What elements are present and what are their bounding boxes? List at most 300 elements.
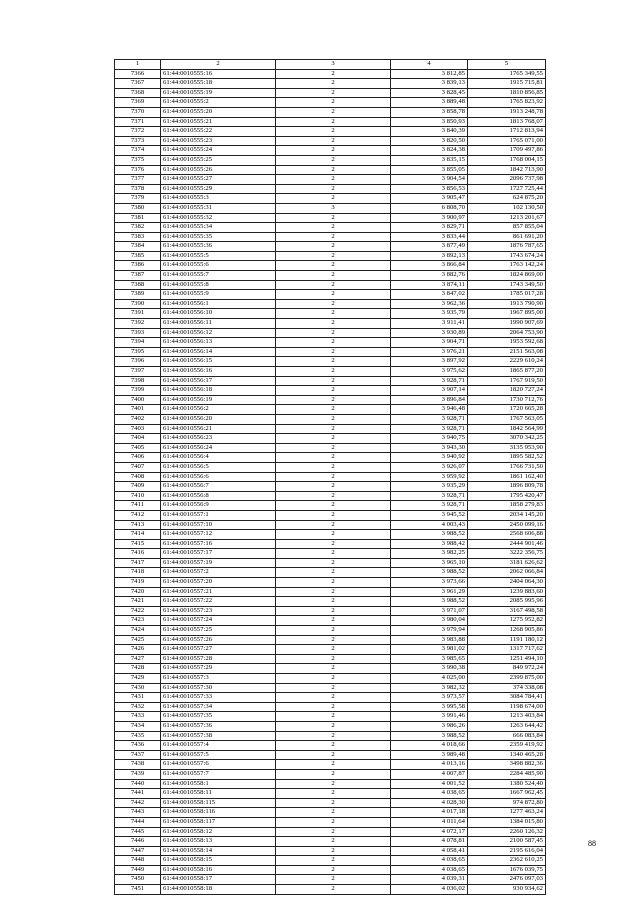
- count-cell: 2: [276, 558, 391, 568]
- value-cell: 1990 907,69: [468, 319, 546, 329]
- cadastral-number-cell: 61:44:0010555:25: [161, 155, 276, 165]
- table-row: [115, 568, 546, 578]
- table-row: [115, 693, 546, 703]
- row-number-cell: 7392: [115, 319, 161, 329]
- count-cell: 2: [276, 453, 391, 463]
- value-cell: 1765 823,92: [468, 98, 546, 108]
- value-cell: 3070 342,25: [468, 434, 546, 444]
- cadastral-number-cell: 61:44:0010556:18: [161, 386, 276, 396]
- count-cell: 2: [276, 414, 391, 424]
- cadastral-number-cell: 61:44:0010556:19: [161, 395, 276, 405]
- table-row: [115, 203, 546, 213]
- area-cell: 3 943,30: [391, 443, 468, 453]
- row-number-cell: 7380: [115, 203, 161, 213]
- table-row: [115, 731, 546, 741]
- table-row: [115, 856, 546, 866]
- area-cell: 3 926,07: [391, 462, 468, 472]
- area-cell: 3 904,71: [391, 338, 468, 348]
- cadastral-number-cell: 61:44:0010557:23: [161, 606, 276, 616]
- value-cell: 624 875,20: [468, 194, 546, 204]
- table-row: [115, 760, 546, 770]
- area-cell: 3 988,52: [391, 731, 468, 741]
- area-cell: 3 900,97: [391, 213, 468, 223]
- table-row: [115, 741, 546, 751]
- table-row: [115, 491, 546, 501]
- value-cell: 2404 064,30: [468, 578, 546, 588]
- area-cell: 3 907,14: [391, 386, 468, 396]
- area-cell: 3 896,84: [391, 395, 468, 405]
- value-cell: 1842 713,90: [468, 165, 546, 175]
- area-cell: 3 928,71: [391, 424, 468, 434]
- table-row: [115, 69, 546, 79]
- area-cell: 3 973,57: [391, 693, 468, 703]
- row-number-cell: 7418: [115, 568, 161, 578]
- table-row: [115, 261, 546, 271]
- count-cell: 2: [276, 645, 391, 655]
- row-number-cell: 7374: [115, 146, 161, 156]
- value-cell: 1213 403,84: [468, 712, 546, 722]
- area-cell: 3 985,65: [391, 654, 468, 664]
- area-cell: 3 986,26: [391, 721, 468, 731]
- count-cell: 2: [276, 309, 391, 319]
- cadastral-number-cell: 61:44:0010556:20: [161, 414, 276, 424]
- row-number-cell: 7396: [115, 357, 161, 367]
- value-cell: 2399 875,00: [468, 674, 546, 684]
- cadastral-number-cell: 61:44:0010556:13: [161, 338, 276, 348]
- row-number-cell: 7426: [115, 645, 161, 655]
- table-row: [115, 414, 546, 424]
- area-cell: 3 928,71: [391, 414, 468, 424]
- value-cell: 2085 995,96: [468, 597, 546, 607]
- cadastral-number-cell: 61:44:0010555:26: [161, 165, 276, 175]
- count-cell: 2: [276, 683, 391, 693]
- count-cell: 2: [276, 827, 391, 837]
- area-cell: 3 990,38: [391, 664, 468, 674]
- count-cell: 2: [276, 223, 391, 233]
- value-cell: 2100 587,45: [468, 837, 546, 847]
- table-row: [115, 280, 546, 290]
- area-cell: 4 025,00: [391, 674, 468, 684]
- count-cell: 2: [276, 261, 391, 271]
- count-cell: 2: [276, 376, 391, 386]
- area-cell: 3 877,49: [391, 242, 468, 252]
- area-cell: 6 808,70: [391, 203, 468, 213]
- cadastral-number-cell: 61:44:0010557:29: [161, 664, 276, 674]
- row-number-cell: 7424: [115, 626, 161, 636]
- count-cell: 2: [276, 491, 391, 501]
- area-cell: 4 072,17: [391, 827, 468, 837]
- value-cell: 1251 494,10: [468, 654, 546, 664]
- cadastral-number-cell: 61:44:0010556:1: [161, 299, 276, 309]
- row-number-cell: 7447: [115, 846, 161, 856]
- count-cell: 2: [276, 482, 391, 492]
- value-cell: 1676 039,75: [468, 865, 546, 875]
- table-row: [115, 510, 546, 520]
- table-row: [115, 645, 546, 655]
- table-row: [115, 808, 546, 818]
- value-cell: 2568 606,88: [468, 530, 546, 540]
- value-cell: 849 972,24: [468, 664, 546, 674]
- table-row: [115, 482, 546, 492]
- count-cell: 2: [276, 654, 391, 664]
- table-row: [115, 817, 546, 827]
- area-cell: 3 835,15: [391, 155, 468, 165]
- area-cell: 3 839,13: [391, 79, 468, 89]
- value-cell: 2064 753,90: [468, 328, 546, 338]
- count-cell: 2: [276, 251, 391, 261]
- cadastral-number-cell: 61:44:0010555:8: [161, 280, 276, 290]
- cadastral-number-cell: 61:44:0010555:18: [161, 79, 276, 89]
- cadastral-number-cell: 61:44:0010557:20: [161, 578, 276, 588]
- count-cell: 2: [276, 98, 391, 108]
- value-cell: 1795 420,47: [468, 491, 546, 501]
- area-cell: 3 988,52: [391, 597, 468, 607]
- count-cell: 2: [276, 760, 391, 770]
- count-cell: 2: [276, 395, 391, 405]
- cadastral-number-cell: 61:44:0010555:31: [161, 203, 276, 213]
- value-cell: 2359 419,92: [468, 741, 546, 751]
- value-cell: 2151 563,08: [468, 347, 546, 357]
- table-row: [115, 395, 546, 405]
- header-cell-3: 3: [276, 60, 391, 70]
- table-row: [115, 501, 546, 511]
- count-cell: 2: [276, 165, 391, 175]
- row-number-cell: 7427: [115, 654, 161, 664]
- value-cell: 1865 877,20: [468, 367, 546, 377]
- area-cell: 3 961,29: [391, 587, 468, 597]
- count-cell: 2: [276, 184, 391, 194]
- count-cell: 2: [276, 242, 391, 252]
- value-cell: 1813 768,07: [468, 117, 546, 127]
- row-number-cell: 7393: [115, 328, 161, 338]
- cadastral-number-cell: 61:44:0010558:15: [161, 856, 276, 866]
- table-row: [115, 117, 546, 127]
- table-row: [115, 626, 546, 636]
- row-number-cell: 7395: [115, 347, 161, 357]
- table-row: [115, 165, 546, 175]
- count-cell: 2: [276, 750, 391, 760]
- row-number-cell: 7412: [115, 510, 161, 520]
- cadastral-number-cell: 61:44:0010557:30: [161, 683, 276, 693]
- area-cell: 4 003,43: [391, 520, 468, 530]
- value-cell: 1712 813,94: [468, 127, 546, 137]
- row-number-cell: 7444: [115, 817, 161, 827]
- table-row: [115, 539, 546, 549]
- area-cell: 3 928,71: [391, 491, 468, 501]
- row-number-cell: 7441: [115, 789, 161, 799]
- area-cell: 3 928,71: [391, 376, 468, 386]
- area-cell: 3 847,02: [391, 290, 468, 300]
- page-number: 88: [588, 839, 596, 848]
- area-cell: 4 011,64: [391, 817, 468, 827]
- value-cell: 1743 349,50: [468, 280, 546, 290]
- header-cell-4: 4: [391, 60, 468, 70]
- cadastral-number-cell: 61:44:0010556:12: [161, 328, 276, 338]
- table-row: [115, 597, 546, 607]
- table-row: [115, 194, 546, 204]
- value-cell: 3222 356,75: [468, 549, 546, 559]
- cadastral-table: [114, 59, 546, 895]
- cadastral-number-cell: 61:44:0010555:7: [161, 271, 276, 281]
- table-row: [115, 357, 546, 367]
- value-cell: 1720 665,28: [468, 405, 546, 415]
- value-cell: 2284 485,90: [468, 769, 546, 779]
- table-row: [115, 875, 546, 885]
- count-cell: 2: [276, 136, 391, 146]
- value-cell: 1767 919,50: [468, 376, 546, 386]
- area-cell: 4 013,16: [391, 760, 468, 770]
- value-cell: 1915 715,81: [468, 79, 546, 89]
- header-cell-5: 5: [468, 60, 546, 70]
- area-cell: 3 829,71: [391, 223, 468, 233]
- cadastral-number-cell: 61:44:0010558:12: [161, 827, 276, 837]
- count-cell: 2: [276, 127, 391, 137]
- area-cell: 3 988,42: [391, 539, 468, 549]
- area-cell: 3 959,92: [391, 472, 468, 482]
- table-row: [115, 789, 546, 799]
- table-row: [115, 578, 546, 588]
- area-cell: 4 001,52: [391, 779, 468, 789]
- row-number-cell: 7437: [115, 750, 161, 760]
- count-cell: 2: [276, 769, 391, 779]
- count-cell: 2: [276, 69, 391, 79]
- value-cell: 1768 004,15: [468, 155, 546, 165]
- row-number-cell: 7406: [115, 453, 161, 463]
- value-cell: 1767 563,05: [468, 414, 546, 424]
- table-row: [115, 865, 546, 875]
- count-cell: 2: [276, 712, 391, 722]
- area-cell: 3 892,13: [391, 251, 468, 261]
- area-cell: 3 935,79: [391, 309, 468, 319]
- value-cell: 1953 592,68: [468, 338, 546, 348]
- count-cell: 2: [276, 731, 391, 741]
- cadastral-number-cell: 61:44:0010556:21: [161, 424, 276, 434]
- count-cell: 2: [276, 232, 391, 242]
- cadastral-number-cell: 61:44:0010555:16: [161, 69, 276, 79]
- cadastral-number-cell: 61:44:0010555:35: [161, 232, 276, 242]
- area-cell: 3 935,29: [391, 482, 468, 492]
- row-number-cell: 7389: [115, 290, 161, 300]
- area-cell: 4 036,02: [391, 885, 468, 895]
- value-cell: 2034 145,20: [468, 510, 546, 520]
- row-number-cell: 7413: [115, 520, 161, 530]
- row-number-cell: 7416: [115, 549, 161, 559]
- cadastral-number-cell: 61:44:0010556:10: [161, 309, 276, 319]
- table-row: [115, 443, 546, 453]
- value-cell: 930 934,62: [468, 885, 546, 895]
- table-row: [115, 184, 546, 194]
- row-number-cell: 7433: [115, 712, 161, 722]
- row-number-cell: 7390: [115, 299, 161, 309]
- area-cell: 3 989,48: [391, 750, 468, 760]
- row-number-cell: 7403: [115, 424, 161, 434]
- row-number-cell: 7451: [115, 885, 161, 895]
- row-number-cell: 7446: [115, 837, 161, 847]
- row-number-cell: 7415: [115, 539, 161, 549]
- table-row: [115, 520, 546, 530]
- cadastral-number-cell: 61:44:0010556:17: [161, 376, 276, 386]
- row-number-cell: 7436: [115, 741, 161, 751]
- cadastral-number-cell: 61:44:0010555:6: [161, 261, 276, 271]
- area-cell: 4 028,30: [391, 798, 468, 808]
- area-cell: 3 982,25: [391, 549, 468, 559]
- count-cell: 2: [276, 789, 391, 799]
- count-cell: 2: [276, 539, 391, 549]
- cadastral-number-cell: 61:44:0010557:35: [161, 712, 276, 722]
- count-cell: 2: [276, 664, 391, 674]
- count-cell: 2: [276, 549, 391, 559]
- value-cell: 3498 882,36: [468, 760, 546, 770]
- value-cell: 1842 564,99: [468, 424, 546, 434]
- table-row: [115, 290, 546, 300]
- value-cell: 3181 626,62: [468, 558, 546, 568]
- cadastral-number-cell: 61:44:0010556:6: [161, 472, 276, 482]
- area-cell: 3 980,04: [391, 616, 468, 626]
- value-cell: 374 338,08: [468, 683, 546, 693]
- cadastral-number-cell: 61:44:0010557:10: [161, 520, 276, 530]
- count-cell: 2: [276, 280, 391, 290]
- table-row: [115, 434, 546, 444]
- cadastral-number-cell: 61:44:0010557:36: [161, 721, 276, 731]
- value-cell: 1765 071,00: [468, 136, 546, 146]
- table-row: [115, 712, 546, 722]
- table-row: [115, 558, 546, 568]
- table-row: [115, 779, 546, 789]
- table-row: [115, 606, 546, 616]
- cadastral-number-cell: 61:44:0010557:17: [161, 549, 276, 559]
- cadastral-number-cell: 61:44:0010558:116: [161, 808, 276, 818]
- area-cell: 3 858,78: [391, 107, 468, 117]
- row-number-cell: 7440: [115, 779, 161, 789]
- row-number-cell: 7435: [115, 731, 161, 741]
- header-cell-1: 1: [115, 60, 161, 70]
- table-row: [115, 136, 546, 146]
- value-cell: 1763 142,24: [468, 261, 546, 271]
- count-cell: 2: [276, 290, 391, 300]
- area-cell: 3 995,58: [391, 702, 468, 712]
- count-cell: 2: [276, 885, 391, 895]
- area-cell: 4 078,81: [391, 837, 468, 847]
- count-cell: 3: [276, 203, 391, 213]
- row-number-cell: 7449: [115, 865, 161, 875]
- value-cell: 1667 962,45: [468, 789, 546, 799]
- area-cell: 3 833,44: [391, 232, 468, 242]
- cadastral-number-cell: 61:44:0010556:15: [161, 357, 276, 367]
- table-row: [115, 674, 546, 684]
- table-row: [115, 79, 546, 89]
- cadastral-number-cell: 61:44:0010557:38: [161, 731, 276, 741]
- cadastral-number-cell: 61:44:0010558:1: [161, 779, 276, 789]
- row-number-cell: 7419: [115, 578, 161, 588]
- cadastral-number-cell: 61:44:0010555:34: [161, 223, 276, 233]
- cadastral-number-cell: 61:44:0010557:33: [161, 693, 276, 703]
- value-cell: 861 691,20: [468, 232, 546, 242]
- count-cell: 2: [276, 626, 391, 636]
- value-cell: 2362 610,25: [468, 856, 546, 866]
- area-cell: 3 904,54: [391, 175, 468, 185]
- row-number-cell: 7399: [115, 386, 161, 396]
- row-number-cell: 7422: [115, 606, 161, 616]
- area-cell: 3 855,05: [391, 165, 468, 175]
- count-cell: 2: [276, 520, 391, 530]
- count-cell: 2: [276, 578, 391, 588]
- row-number-cell: 7410: [115, 491, 161, 501]
- table-row: [115, 98, 546, 108]
- count-cell: 2: [276, 386, 391, 396]
- row-number-cell: 7408: [115, 472, 161, 482]
- area-cell: 3 976,21: [391, 347, 468, 357]
- value-cell: 1213 201,67: [468, 213, 546, 223]
- cadastral-number-cell: 61:44:0010557:5: [161, 750, 276, 760]
- area-cell: 3 981,02: [391, 645, 468, 655]
- row-number-cell: 7371: [115, 117, 161, 127]
- cadastral-number-cell: 61:44:0010557:4: [161, 741, 276, 751]
- row-number-cell: 7370: [115, 107, 161, 117]
- cadastral-number-cell: 61:44:0010557:26: [161, 635, 276, 645]
- table-row: [115, 107, 546, 117]
- cadastral-number-cell: 61:44:0010555:24: [161, 146, 276, 156]
- table-row: [115, 846, 546, 856]
- area-cell: 3 897,92: [391, 357, 468, 367]
- count-cell: 2: [276, 367, 391, 377]
- row-number-cell: 7429: [115, 674, 161, 684]
- table-row: [115, 798, 546, 808]
- cadastral-number-cell: 61:44:0010556:23: [161, 434, 276, 444]
- cadastral-number-cell: 61:44:0010555:19: [161, 88, 276, 98]
- row-number-cell: 7383: [115, 232, 161, 242]
- count-cell: 2: [276, 117, 391, 127]
- table-body: [115, 60, 546, 895]
- count-cell: 2: [276, 472, 391, 482]
- value-cell: 1896 809,78: [468, 482, 546, 492]
- area-cell: 3 975,62: [391, 367, 468, 377]
- value-cell: 1263 644,42: [468, 721, 546, 731]
- value-cell: 1191 180,12: [468, 635, 546, 645]
- cadastral-number-cell: 61:44:0010557:25: [161, 626, 276, 636]
- area-cell: 4 058,41: [391, 846, 468, 856]
- value-cell: 2260 126,32: [468, 827, 546, 837]
- cadastral-number-cell: 61:44:0010558:17: [161, 875, 276, 885]
- value-cell: 1858 279,83: [468, 501, 546, 511]
- area-cell: 3 930,89: [391, 328, 468, 338]
- count-cell: 2: [276, 808, 391, 818]
- cadastral-number-cell: 61:44:0010557:6: [161, 760, 276, 770]
- count-cell: 2: [276, 501, 391, 511]
- cadastral-number-cell: 61:44:0010558:11: [161, 789, 276, 799]
- cadastral-number-cell: 61:44:0010557:22: [161, 597, 276, 607]
- row-number-cell: 7382: [115, 223, 161, 233]
- area-cell: 3 940,75: [391, 434, 468, 444]
- count-cell: 2: [276, 462, 391, 472]
- row-number-cell: 7369: [115, 98, 161, 108]
- cadastral-number-cell: 61:44:0010557:2: [161, 568, 276, 578]
- value-cell: 1198 674,00: [468, 702, 546, 712]
- cadastral-number-cell: 61:44:0010556:7: [161, 482, 276, 492]
- count-cell: 2: [276, 347, 391, 357]
- value-cell: 2229 610,24: [468, 357, 546, 367]
- table-row: [115, 223, 546, 233]
- table-row: [115, 405, 546, 415]
- table-row: [115, 251, 546, 261]
- count-cell: 2: [276, 107, 391, 117]
- count-cell: 2: [276, 530, 391, 540]
- cadastral-number-cell: 61:44:0010556:5: [161, 462, 276, 472]
- value-cell: 1268 905,86: [468, 626, 546, 636]
- cadastral-number-cell: 61:44:0010557:24: [161, 616, 276, 626]
- cadastral-number-cell: 61:44:0010557:7: [161, 769, 276, 779]
- value-cell: 1743 674,24: [468, 251, 546, 261]
- cadastral-number-cell: 61:44:0010555:29: [161, 184, 276, 194]
